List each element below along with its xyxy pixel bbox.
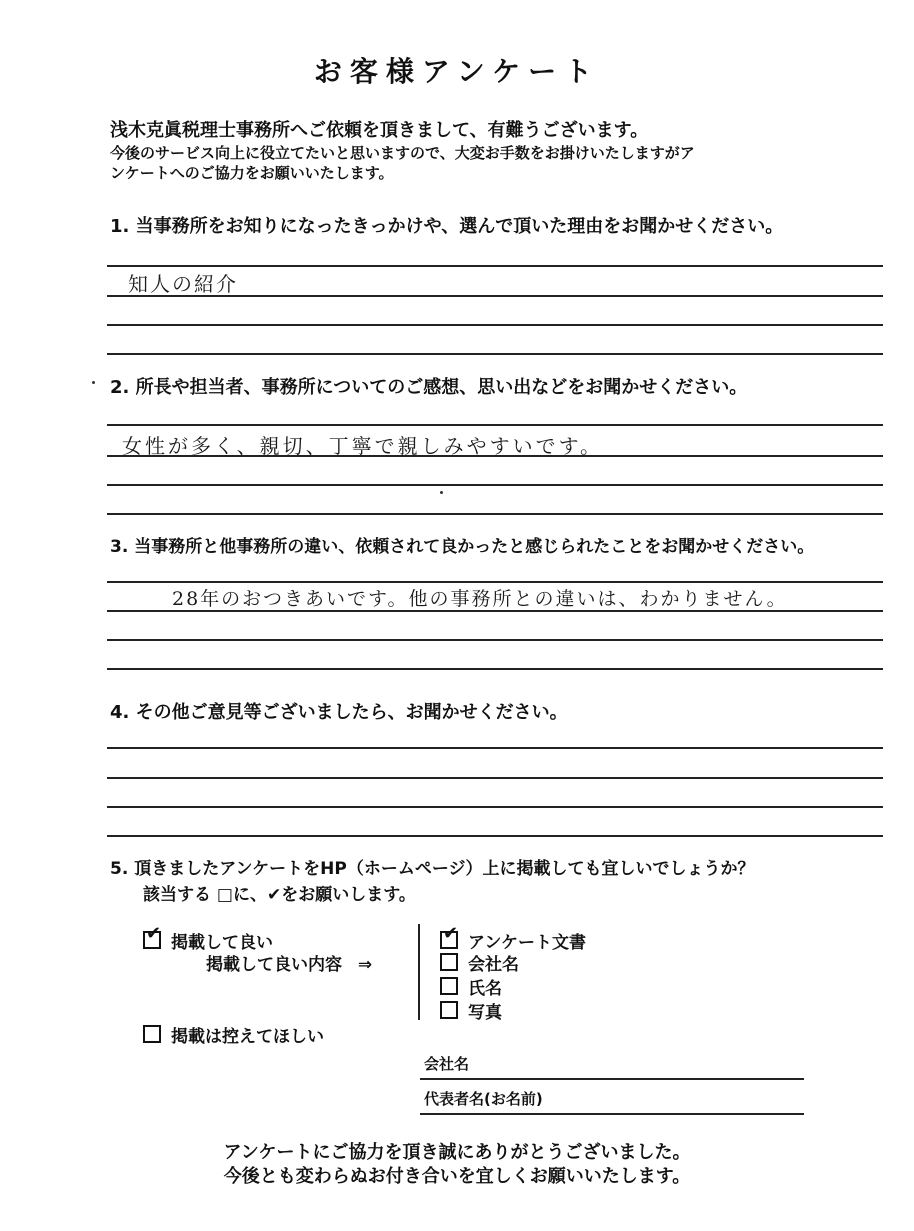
intro-line-3: ンケートへのご協力をお願いいたします。 xyxy=(110,164,394,182)
answer-line xyxy=(107,265,883,267)
question-5-instruction: 該当する □に、✔をお願いします。 xyxy=(143,885,416,905)
content-option-label: アンケート文書 xyxy=(468,933,586,953)
publish-decline-checkbox[interactable] xyxy=(143,1025,161,1043)
representative-label: 代表者名(お名前) xyxy=(424,1090,543,1108)
publish-ok-label: 掲載して良い xyxy=(171,933,273,953)
question-1-answer[interactable]: 知人の紹介 xyxy=(128,272,238,296)
answer-line xyxy=(107,668,883,670)
divider xyxy=(418,924,420,1020)
checkmark-icon: ✔ xyxy=(443,923,459,944)
answer-line xyxy=(107,513,883,515)
publish-ok-checkbox[interactable] xyxy=(143,923,162,949)
company-field-line xyxy=(420,1078,804,1080)
footer-line-1: アンケートにご協力を頂き誠にありがとうございました。 xyxy=(223,1142,691,1163)
scan-speck xyxy=(92,381,95,384)
question-2-answer[interactable]: 女性が多く、親切、丁寧で親しみやすいです。 xyxy=(122,434,603,458)
content-checkbox[interactable] xyxy=(440,923,459,949)
content-option-label: 写真 xyxy=(468,1003,502,1023)
representative-field-line xyxy=(420,1113,804,1115)
answer-line xyxy=(107,295,883,297)
intro-line-2: 今後のサービス向上に役立てたいと思いますので、大変お手数をお掛けいたしますがア xyxy=(110,144,695,162)
question-3-label: 3. 当事務所と他事務所の違い、依頼されて良かったと感じられたことをお聞かせください。 xyxy=(110,537,815,557)
footer-line-2: 今後とも変わらぬお付き合いを宜しくお願いいたします。 xyxy=(223,1166,691,1187)
answer-line xyxy=(107,424,883,426)
content-option-1[interactable] xyxy=(440,950,519,975)
answer-line xyxy=(107,324,883,326)
intro-line-1: 浅木克眞税理士事務所へご依頼を頂きまして、有難うございます。 xyxy=(110,120,649,141)
answer-line xyxy=(107,610,883,612)
checkmark-icon: ✔ xyxy=(146,923,162,944)
content-checkbox[interactable] xyxy=(440,953,458,971)
arrow-right-icon: ⇒ xyxy=(357,955,373,975)
publish-content-row xyxy=(206,950,372,975)
scan-speck xyxy=(440,491,443,494)
answer-line xyxy=(107,747,883,749)
publish-content-label: 掲載して良い内容 xyxy=(206,955,342,975)
answer-line xyxy=(107,639,883,641)
content-option-2[interactable] xyxy=(440,974,502,999)
content-checkbox[interactable] xyxy=(440,1001,458,1019)
question-3-answer[interactable]: 28年のおつきあいです。他の事務所との違いは、わかりません。 xyxy=(172,588,788,610)
company-label: 会社名 xyxy=(424,1055,470,1073)
answer-line xyxy=(107,581,883,583)
answer-line xyxy=(107,835,883,837)
publish-decline-option[interactable] xyxy=(143,1022,324,1047)
answer-line xyxy=(107,455,883,457)
answer-line xyxy=(107,484,883,486)
content-option-3[interactable] xyxy=(440,998,502,1023)
publish-decline-label: 掲載は控えてほしい xyxy=(171,1027,324,1047)
content-option-label: 会社名 xyxy=(468,955,519,975)
page-title: お客様アンケート xyxy=(313,55,601,88)
answer-line xyxy=(107,777,883,779)
question-2-label: 2. 所長や担当者、事務所についてのご感想、思い出などをお聞かせください。 xyxy=(110,377,748,398)
question-1-label: 1. 当事務所をお知りになったきっかけや、選んで頂いた理由をお聞かせください。 xyxy=(110,216,784,237)
answer-line xyxy=(107,353,883,355)
question-5-label: 5. 頂きましたアンケートをHP（ホームページ）上に掲載しても宜しいでしょうか？ xyxy=(110,859,755,879)
answer-line xyxy=(107,806,883,808)
question-4-label: 4. その他ご意見等ございましたら、お聞かせください。 xyxy=(110,702,568,723)
content-option-label: 氏名 xyxy=(468,979,502,999)
content-checkbox[interactable] xyxy=(440,977,458,995)
